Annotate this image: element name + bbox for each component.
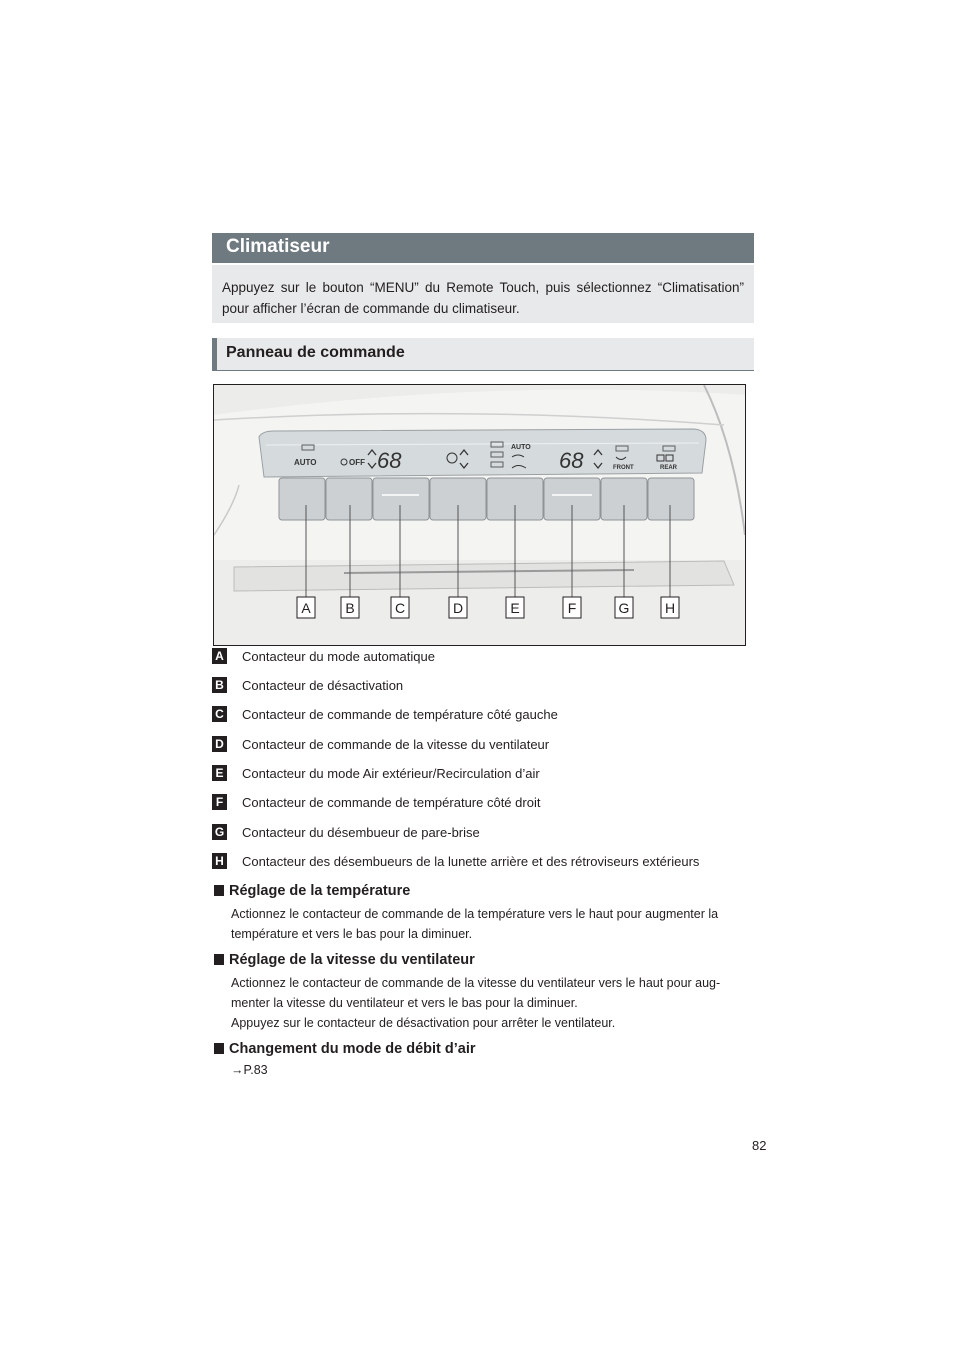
bullet-square — [214, 1043, 224, 1054]
page-number: 82 — [752, 1138, 767, 1153]
legend-text: Contacteur de commande de température côté gauche — [242, 707, 558, 722]
intro-box — [212, 265, 754, 323]
intro-text: Appuyez sur le bouton “MENU” du Remote Touch, puis sélectionnez “Climatisation” pour afficher l’écran de commande du climatiseur. — [222, 280, 744, 316]
legend-item — [212, 736, 754, 754]
subsection-accent — [212, 338, 217, 371]
legend-badge: A — [212, 648, 227, 664]
section-body-temperature — [231, 904, 755, 944]
legend-item — [212, 853, 754, 871]
legend-badge: E — [212, 765, 227, 781]
display-off-label: OFF — [349, 458, 365, 467]
legend-badge: H — [212, 853, 227, 869]
bullet-square — [214, 885, 224, 896]
callout-d: D — [452, 600, 464, 616]
legend-text: Contacteur des désembueurs de la lunette arrière et des rétroviseurs extérieurs — [242, 854, 700, 869]
legend-text: Contacteur de désactivation — [242, 678, 404, 693]
legend-item — [212, 794, 754, 812]
callout-a: A — [301, 600, 311, 616]
section-title-bar — [212, 233, 754, 263]
legend-badge: F — [212, 794, 227, 810]
legend-item — [212, 824, 754, 842]
subsection-title: Panneau de commande — [226, 344, 405, 361]
legend-item — [212, 677, 754, 695]
display-auto-label: AUTO — [294, 458, 317, 467]
subsection-title-bar — [212, 338, 754, 371]
section-heading-text: Réglage de la température — [229, 883, 411, 899]
legend-badge: D — [212, 736, 227, 752]
callout-g: G — [618, 600, 630, 616]
page-title: Climatiseur — [226, 236, 330, 257]
paragraph-line: Actionnez le contacteur de commande de la température vers le haut pour augmenter la — [231, 907, 719, 921]
legend-item — [212, 648, 754, 666]
display-auto-center: AUTO — [511, 444, 531, 451]
paragraph-line: Actionnez le contacteur de commande de la vitesse du ventilateur vers le haut pour aug- — [231, 976, 721, 990]
section-heading-airflow — [214, 1041, 476, 1057]
page-reference-link[interactable]: →P.83 — [231, 1063, 268, 1077]
callout-h: H — [664, 600, 676, 616]
legend-badge: G — [212, 824, 227, 840]
bullet-square — [214, 954, 224, 965]
callout-b: B — [345, 600, 355, 616]
callout-f: F — [567, 600, 577, 616]
section-body-airflow — [231, 1060, 755, 1080]
legend-text: Contacteur du désembueur de pare-brise — [242, 825, 480, 840]
control-panel-illustration — [214, 385, 745, 645]
section-heading-temperature — [214, 883, 410, 899]
section-heading-text: Changement du mode de débit d’air — [229, 1041, 476, 1057]
paragraph-line: température et vers le bas pour la diminuer. — [231, 927, 473, 941]
display-temp-left: 68 — [377, 448, 402, 473]
display-rear-label: REAR — [660, 465, 678, 471]
section-heading-text: Réglage de la vitesse du ventilateur — [229, 952, 475, 968]
legend-item — [212, 765, 754, 783]
section-body-fan-speed — [231, 973, 755, 1033]
display-front-label: FRONT — [613, 465, 634, 471]
legend-badge: B — [212, 677, 227, 693]
legend-text: Contacteur de commande de la vitesse du ventilateur — [242, 737, 550, 752]
section-heading-fan-speed — [214, 952, 475, 968]
paragraph-line: menter la vitesse du ventilateur et vers le bas pour la diminuer. — [231, 996, 578, 1010]
legend-text: Contacteur de commande de température côté droit — [242, 795, 541, 810]
control-panel-figure — [213, 384, 746, 646]
display-temp-right: 68 — [559, 448, 584, 473]
legend-text: Contacteur du mode Air extérieur/Recirculation d’air — [242, 766, 540, 781]
paragraph-line: Appuyez sur le contacteur de désactivation pour arrêter le ventilateur. — [231, 1016, 616, 1030]
callout-c: C — [394, 600, 406, 616]
callout-e: E — [510, 600, 520, 616]
legend-text: Contacteur du mode automatique — [242, 649, 435, 664]
legend-badge: C — [212, 706, 227, 722]
legend-item — [212, 706, 754, 724]
